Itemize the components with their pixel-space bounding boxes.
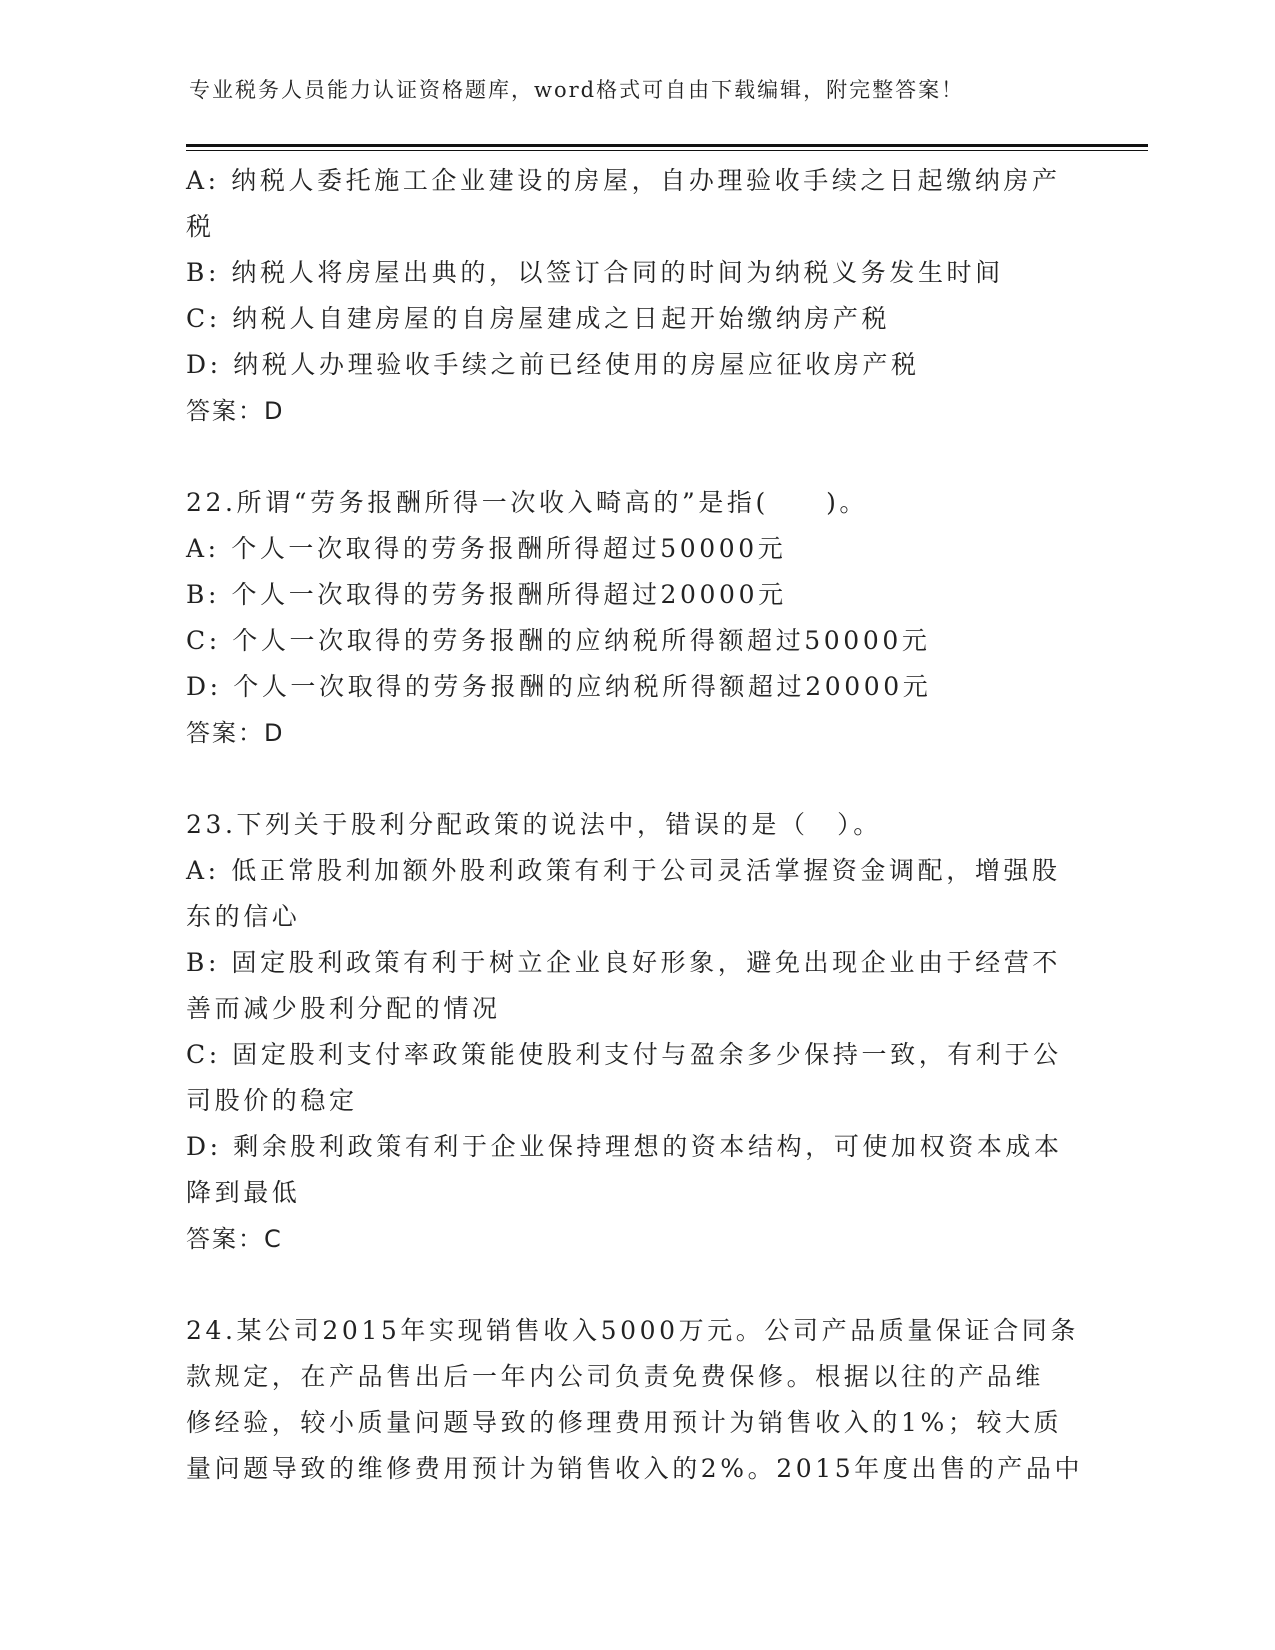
q23-option-c-line2: 司股价的稳定 xyxy=(186,1086,358,1115)
header-rule-thin xyxy=(186,150,1148,151)
q24-stem-line1: 24.某公司2015年实现销售收入5000万元。公司产品质量保证合同条 xyxy=(186,1316,1080,1345)
spacer xyxy=(186,434,1076,480)
q23-stem: 23.下列关于股利分配政策的说法中，错误的是（ ）。 xyxy=(186,810,882,839)
spacer xyxy=(186,756,1076,802)
question-22 xyxy=(186,480,1076,756)
q23-option-c-line1: C: 固定股利支付率政策能使股利支付与盈余多少保持一致，有利于公 xyxy=(186,1040,1062,1069)
q22-answer: 答案：D xyxy=(186,719,285,747)
question-23 xyxy=(186,802,1076,1262)
q23-option-b-line2: 善而减少股利分配的情况 xyxy=(186,994,501,1023)
q21-option-a-line1: A: 纳税人委托施工企业建设的房屋，自办理验收手续之日起缴纳房产 xyxy=(186,166,1061,195)
q24-stem-line3: 修经验，较小质量问题导致的修理费用预计为销售收入的1%；较大质 xyxy=(186,1408,1063,1437)
q21-option-a-line2: 税 xyxy=(186,212,215,241)
q21-answer: 答案：D xyxy=(186,397,285,425)
q23-option-a-line1: A: 低正常股利加额外股利政策有利于公司灵活掌握资金调配，增强股 xyxy=(186,856,1061,885)
q24-stem-line4: 量问题导致的维修费用预计为销售收入的2%。2015年度出售的产品中 xyxy=(186,1454,1084,1483)
question-content xyxy=(186,158,1084,1492)
q23-answer: 答案：C xyxy=(186,1225,283,1253)
q22-option-c: C: 个人一次取得的劳务报酬的应纳税所得额超过50000元 xyxy=(186,626,931,655)
q23-option-d-line2: 降到最低 xyxy=(186,1178,301,1207)
q22-stem: 22.所谓“劳务报酬所得一次收入畸高的”是指( )。 xyxy=(186,488,869,517)
header-rule-thick xyxy=(186,144,1148,147)
q21-option-c: C: 纳税人自建房屋的自房屋建成之日起开始缴纳房产税 xyxy=(186,304,891,333)
q22-option-b: B: 个人一次取得的劳务报酬所得超过20000元 xyxy=(186,580,787,609)
q23-option-d-line1: D: 剩余股利政策有利于企业保持理想的资本结构，可使加权资本成本 xyxy=(186,1132,1063,1161)
q22-option-a: A: 个人一次取得的劳务报酬所得超过50000元 xyxy=(186,534,787,563)
q23-option-a-line2: 东的信心 xyxy=(186,902,301,931)
page-header: 专业税务人员能力认证资格题库，word格式可自由下载编辑，附完整答案！ xyxy=(189,78,965,102)
q23-option-b-line1: B: 固定股利政策有利于树立企业良好形象，避免出现企业由于经营不 xyxy=(186,948,1061,977)
q21-option-b: B: 纳税人将房屋出典的，以签订合同的时间为纳税义务发生时间 xyxy=(186,258,1004,287)
question-24 xyxy=(186,1308,1084,1492)
q24-stem-line2: 款规定，在产品售出后一年内公司负责免费保修。根据以往的产品维 xyxy=(186,1362,1045,1391)
q21-option-d: D: 纳税人办理验收手续之前已经使用的房屋应征收房产税 xyxy=(186,350,920,379)
spacer xyxy=(186,1262,1076,1308)
q22-option-d: D: 个人一次取得的劳务报酬的应纳税所得额超过20000元 xyxy=(186,672,932,701)
question-21 xyxy=(186,158,1076,434)
